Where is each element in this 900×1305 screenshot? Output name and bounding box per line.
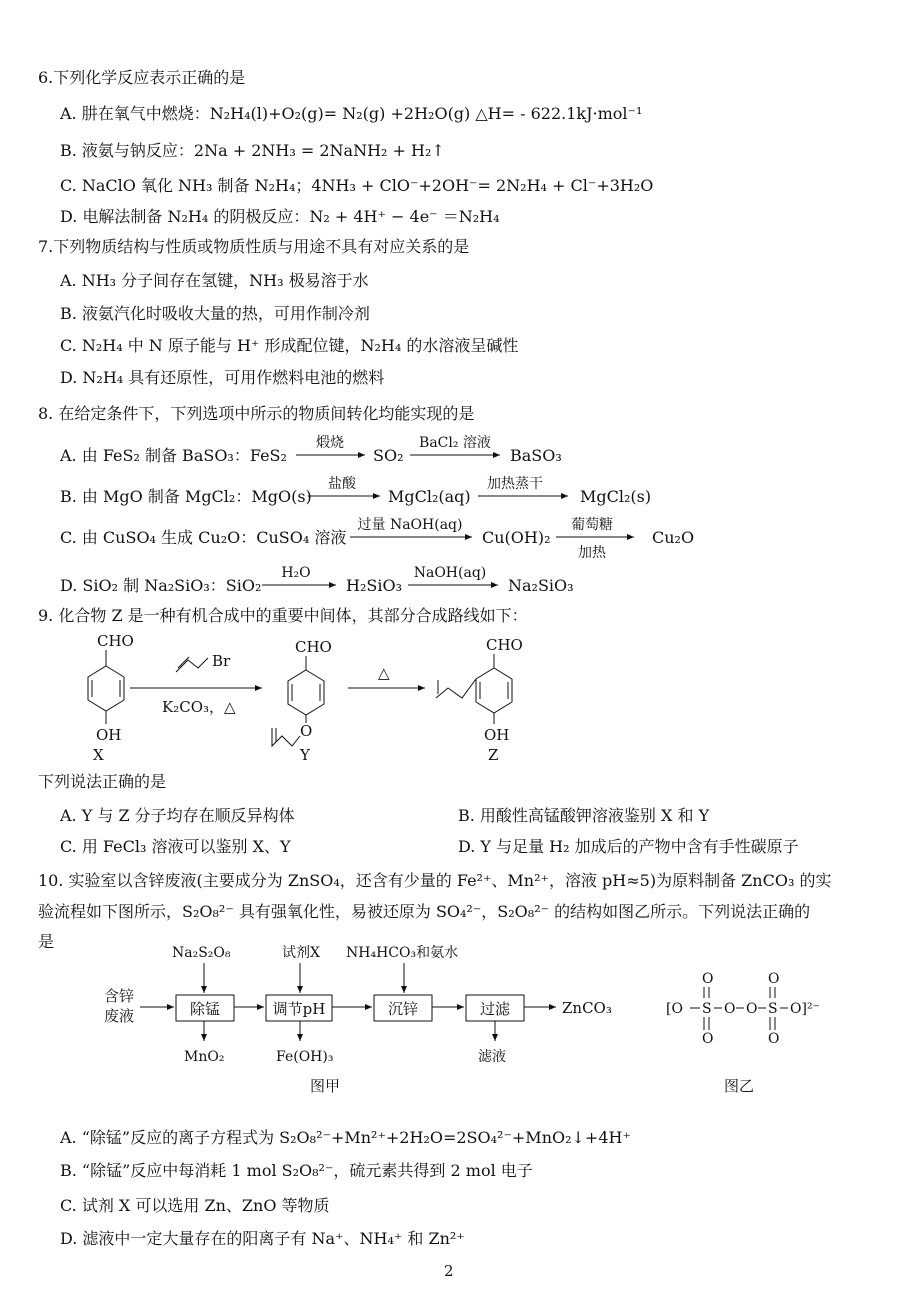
step-4: 过滤 bbox=[479, 1000, 511, 1018]
step-3: 沉锌 bbox=[387, 1000, 419, 1018]
q9-stem: 9. 化合物 Z 是一种有机合成中的重要中间体，其部分合成路线如下： bbox=[38, 606, 528, 625]
q8-d-prefix: D. SiO₂ 制 Na₂SiO₃：SiO₂ bbox=[60, 576, 262, 595]
q8-d-cond2: NaOH(aq) bbox=[413, 565, 487, 581]
q7-stem: 7.下列物质结构与性质或物质性质与用途不具有对应关系的是 bbox=[38, 237, 470, 256]
q8-a-mid: SO₂ bbox=[373, 446, 404, 465]
svg-text:O: O bbox=[768, 1031, 780, 1047]
svg-text:CHO: CHO bbox=[97, 632, 134, 650]
q8-stem: 8. 在给定条件下，下列选项中所示的物质间转化均能实现的是 bbox=[38, 404, 475, 423]
step-2: 调节pH bbox=[272, 1000, 326, 1018]
compound-y bbox=[272, 638, 332, 764]
q8-a-prefix: A. 由 FeS₂ 制备 BaSO₃：FeS₂ bbox=[60, 446, 287, 465]
q10-option-a: A. “除锰”反应的离子方程式为 S₂O₈²⁻+Mn²⁺+2H₂O=2SO₄²⁻+MnO₂↓+4H⁺ bbox=[60, 1128, 631, 1147]
q8-b-end: MgCl₂(s) bbox=[580, 487, 652, 506]
reagent-3: NH₄HCO₃和氨水 bbox=[346, 945, 459, 961]
compound-x bbox=[88, 632, 134, 764]
q10-option-b: B. “除锰”反应中每消耗 1 mol S₂O₈²⁻，硫元素共得到 2 mol 电子 bbox=[60, 1161, 533, 1180]
q7-option-a: A. NH₃ 分子间存在氢键，NH₃ 极易溶于水 bbox=[60, 271, 369, 290]
svg-text:[O: [O bbox=[666, 1001, 683, 1017]
svg-text:OH: OH bbox=[484, 726, 510, 744]
q6-stem: 6.下列化学反应表示正确的是 bbox=[38, 68, 246, 87]
output-2: Fe(OH)₃ bbox=[276, 1049, 334, 1065]
svg-text:S: S bbox=[702, 1001, 712, 1017]
svg-text:O: O bbox=[724, 1001, 736, 1017]
input-line2: 废液 bbox=[104, 1007, 135, 1025]
svg-text:O: O bbox=[746, 1001, 758, 1017]
q10-option-c: C. 试剂 X 可以选用 Zn、ZnO 等物质 bbox=[60, 1196, 330, 1215]
q6-option-a: A. 肼在氧气中燃烧：N₂H₄(l)+O₂(g)= N₂(g) +2H₂O(g) △H= - 622.1kJ·mol⁻¹ bbox=[60, 104, 643, 123]
svg-text:Y: Y bbox=[300, 746, 310, 764]
svg-text:O: O bbox=[768, 971, 780, 987]
q8-c-mid: Cu(OH)₂ bbox=[482, 528, 551, 547]
q8-b-mid: MgCl₂(aq) bbox=[388, 487, 471, 506]
svg-text:S: S bbox=[768, 1001, 778, 1017]
output-1: MnO₂ bbox=[184, 1049, 225, 1065]
q8-c-cond2b: 加热 bbox=[578, 545, 606, 561]
q10-stem-1: 10. 实验室以含锌废液(主要成分为 ZnSO₄，还含有少量的 Fe²⁺、Mn²⁺，溶液 pH≈5)为原料制备 ZnCO₃ 的实 bbox=[38, 871, 832, 890]
q8-b-cond1: 盐酸 bbox=[328, 476, 356, 492]
input-line1: 含锌 bbox=[104, 987, 135, 1005]
q8-c-prefix: C. 由 CuSO₄ 生成 Cu₂O：CuSO₄ 溶液 bbox=[60, 528, 347, 547]
persulfate-structure bbox=[666, 971, 820, 1047]
q10-option-d: D. 滤液中一定大量存在的阳离子有 Na⁺、NH₄⁺ 和 Zn²⁺ bbox=[60, 1229, 465, 1248]
q9-cond2: △ bbox=[378, 664, 390, 682]
q8-conversion-routes bbox=[0, 425, 900, 605]
q8-b-prefix: B. 由 MgO 制备 MgCl₂：MgO(s) bbox=[60, 487, 312, 506]
svg-text:CHO: CHO bbox=[486, 636, 523, 654]
compound-z bbox=[436, 636, 523, 764]
reagent-2: 试剂X bbox=[282, 945, 320, 961]
q6-option-d: D. 电解法制备 N₂H₄ 的阴极反应：N₂ + 4H⁺ − 4e⁻ ＝N₂H₄ bbox=[60, 207, 500, 226]
q7-option-c: C. N₂H₄ 中 N 原子能与 H⁺ 形成配位键，N₂H₄ 的水溶液呈碱性 bbox=[60, 336, 519, 355]
q8-d-mid: H₂SiO₃ bbox=[346, 576, 402, 595]
q6-option-b: B. 液氨与钠反应：2Na + 2NH₃ = 2NaNH₂ + H₂↑ bbox=[60, 141, 445, 160]
q6-option-c: C. NaClO 氧化 NH₃ 制备 N₂H₄；4NH₃ + ClO⁻+2OH⁻= 2N₂H₄ + Cl⁻+3H₂O bbox=[60, 176, 654, 195]
q8-a-end: BaSO₃ bbox=[510, 446, 562, 465]
q8-c-end: Cu₂O bbox=[652, 528, 695, 547]
q10-flowchart bbox=[0, 935, 900, 1105]
q9-option-b: B. 用酸性高锰酸钾溶液鉴别 X 和 Y bbox=[458, 806, 710, 825]
product: ZnCO₃ bbox=[562, 999, 612, 1017]
q10-stem-3: 是 bbox=[38, 932, 55, 951]
svg-text:OH: OH bbox=[96, 726, 122, 744]
q8-d-cond1: H₂O bbox=[281, 565, 311, 581]
step-1: 除锰 bbox=[189, 1000, 221, 1018]
q9-ask: 下列说法正确的是 bbox=[38, 772, 167, 791]
q8-c-cond2: 葡萄糖 bbox=[571, 517, 613, 533]
svg-text:O]²⁻: O]²⁻ bbox=[790, 1001, 820, 1017]
q8-c-cond1: 过量 NaOH(aq) bbox=[357, 517, 463, 533]
q9-cond1: K₂CO₃，△ bbox=[162, 698, 236, 716]
output-3: 滤液 bbox=[478, 1049, 506, 1065]
q8-a-cond2: BaCl₂ 溶液 bbox=[419, 435, 491, 451]
page-number: 2 bbox=[444, 1262, 454, 1280]
q9-option-d: D. Y 与足量 H₂ 加成后的产物中含有手性碳原子 bbox=[458, 837, 799, 856]
q8-a-cond1: 煅烧 bbox=[316, 435, 344, 451]
q8-b-cond2: 加热蒸干 bbox=[487, 476, 543, 492]
q9-option-c: C. 用 FeCl₃ 溶液可以鉴别 X、Y bbox=[60, 837, 291, 856]
svg-text:CHO: CHO bbox=[295, 638, 332, 656]
svg-text:O: O bbox=[702, 971, 714, 987]
caption-yi: 图乙 bbox=[724, 1077, 755, 1095]
reagent-1: Na₂S₂O₈ bbox=[172, 945, 231, 961]
svg-text:Z: Z bbox=[488, 746, 499, 764]
svg-text:O: O bbox=[300, 722, 313, 740]
caption-jia: 图甲 bbox=[310, 1077, 341, 1095]
q9-option-a: A. Y 与 Z 分子均存在顺反异构体 bbox=[60, 806, 295, 825]
svg-text:X: X bbox=[93, 746, 104, 764]
q7-option-d: D. N₂H₄ 具有还原性，可用作燃料电池的燃料 bbox=[60, 368, 385, 387]
q9-synthesis-route bbox=[0, 628, 900, 768]
q8-d-end: Na₂SiO₃ bbox=[508, 576, 574, 595]
svg-text:Br: Br bbox=[212, 652, 231, 670]
q10-stem-2: 验流程如下图所示，S₂O₈²⁻ 具有强氧化性，易被还原为 SO₄²⁻，S₂O₈²⁻ 的结构如图乙所示。下列说法正确的 bbox=[38, 902, 811, 921]
svg-text:O: O bbox=[702, 1031, 714, 1047]
q7-option-b: B. 液氨汽化时吸收大量的热，可用作制冷剂 bbox=[60, 304, 370, 323]
